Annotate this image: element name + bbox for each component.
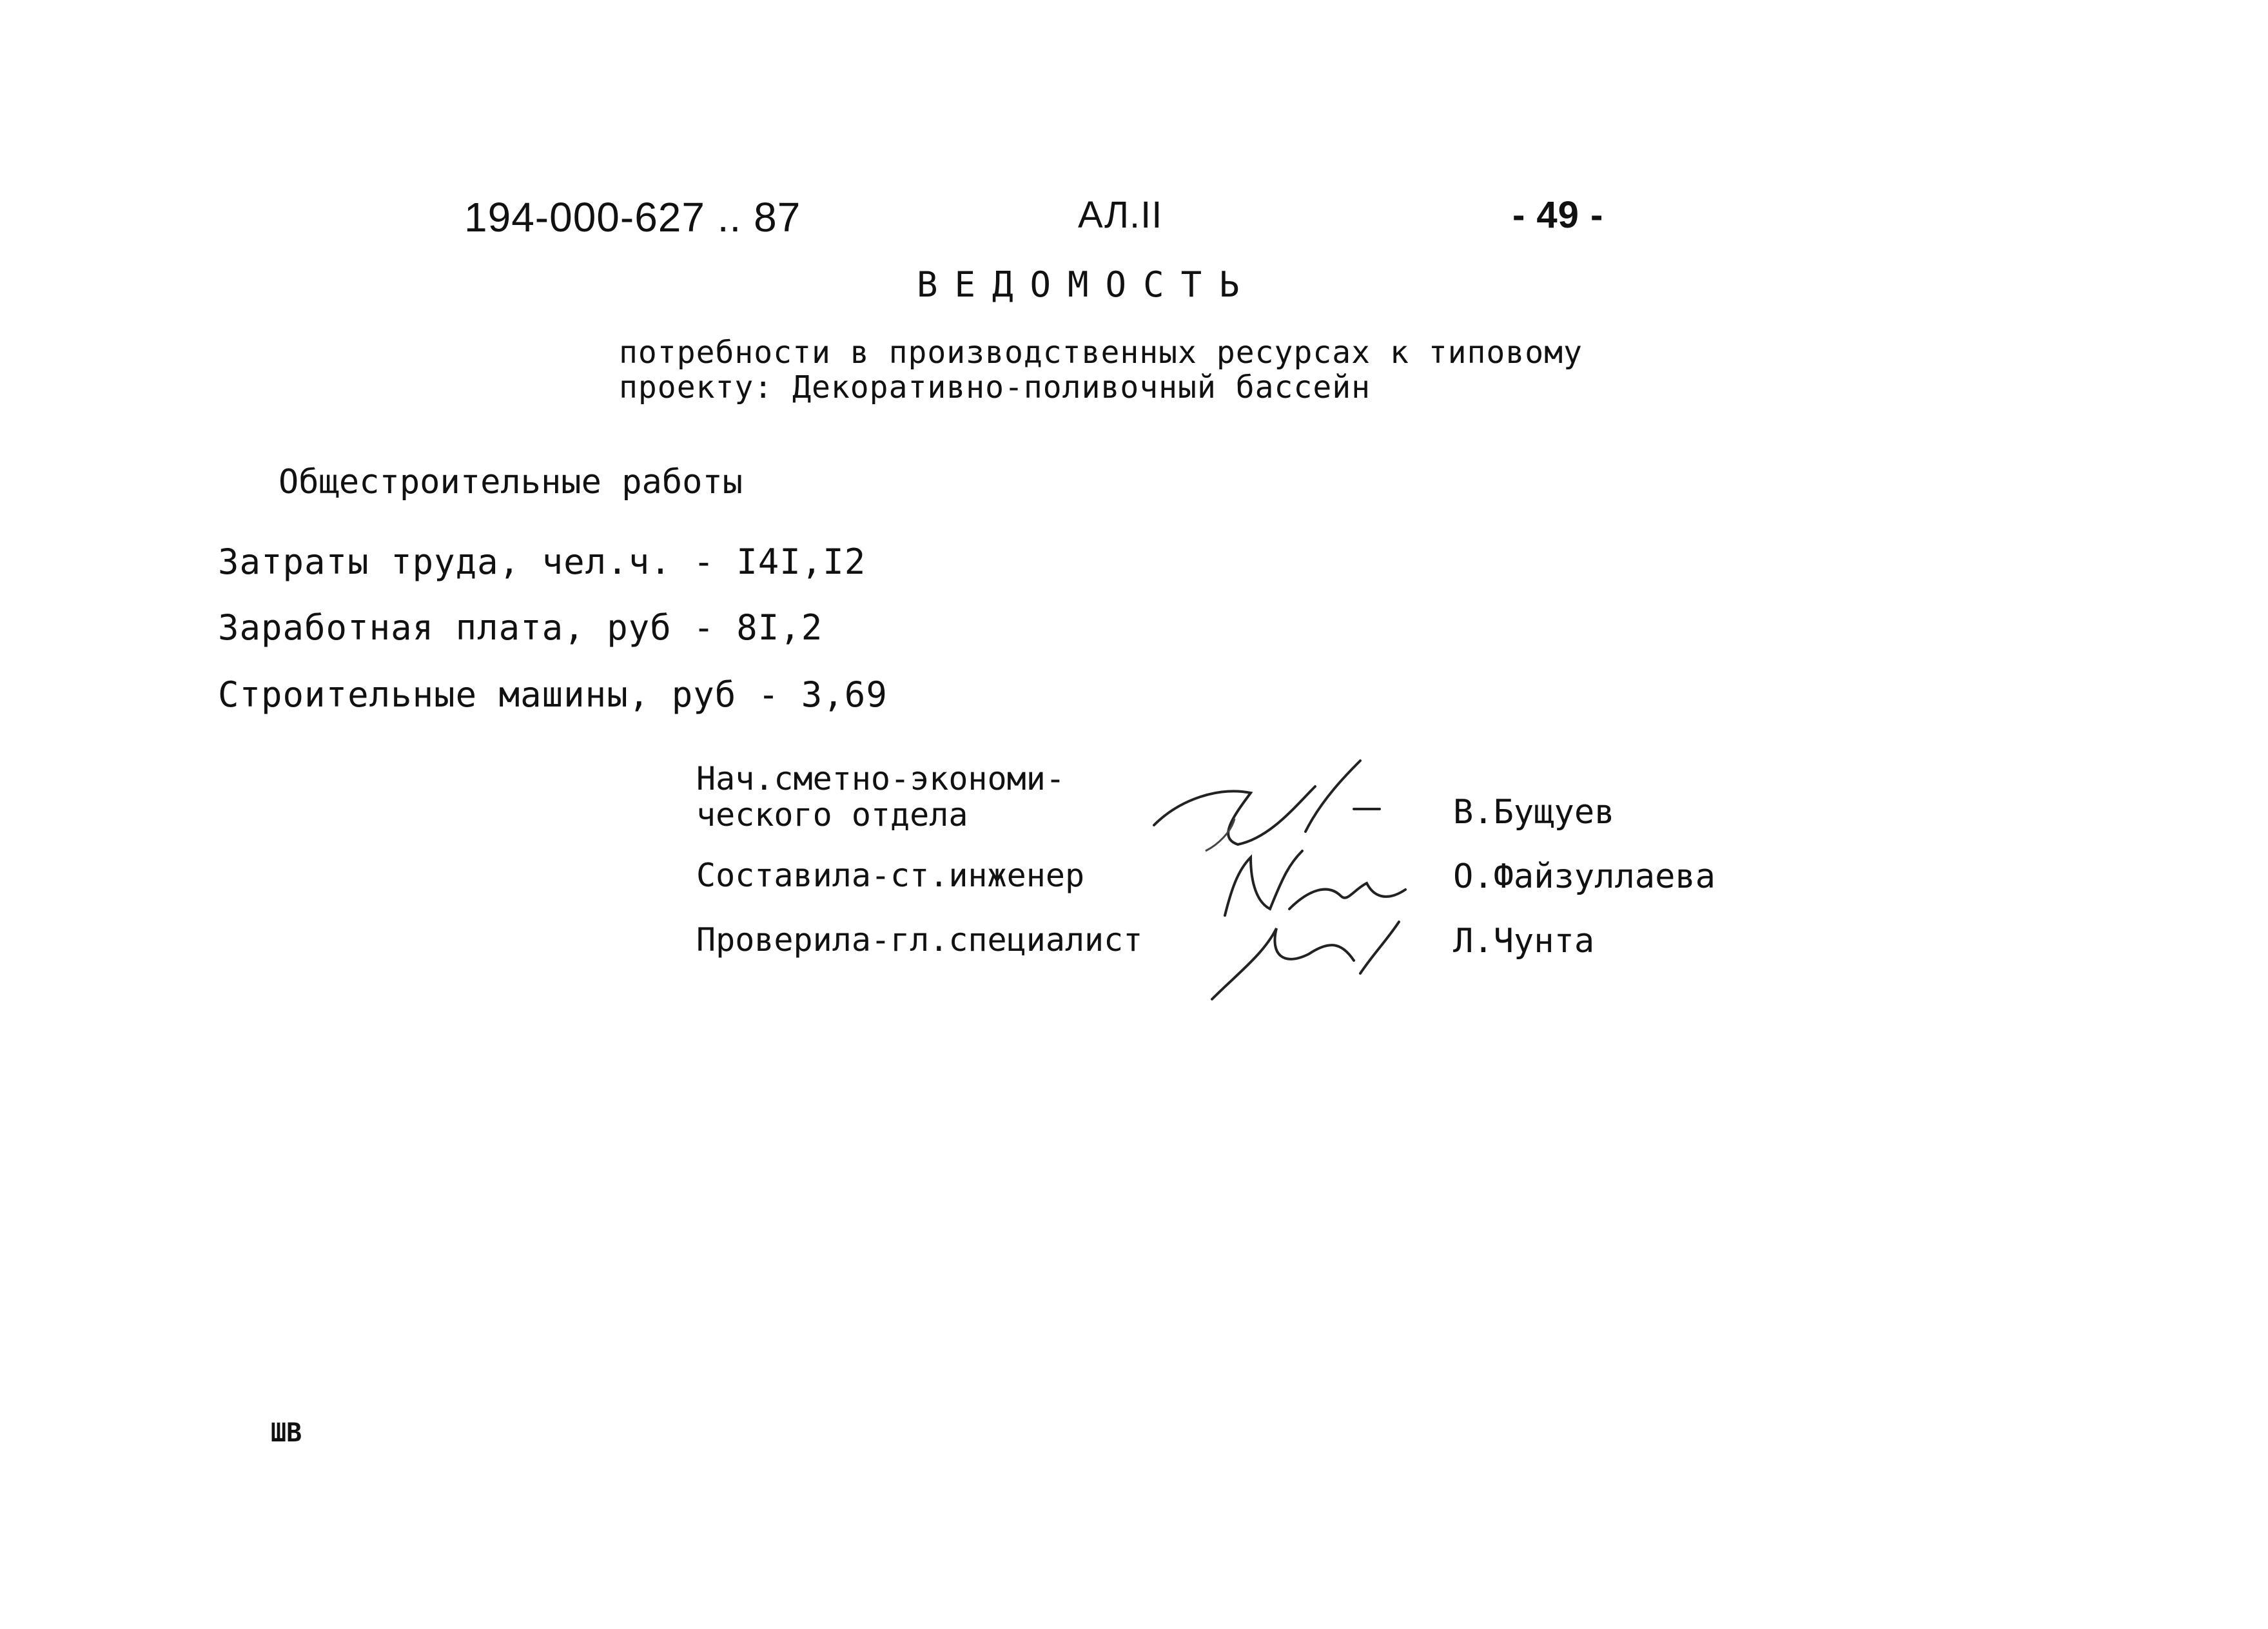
signer-role-2: Составила-ст.инженер [696, 857, 1085, 894]
signer-name-1: В.Бущуев [1453, 793, 1615, 832]
signer-role-1-line-1: Нач.сметно-экономи- [696, 760, 1065, 797]
signer-name-2: О.Файзуллаева [1453, 857, 1716, 896]
signer-role-1-line-2: ческого отдела [696, 796, 968, 834]
footer-mark: ШВ [271, 1418, 302, 1448]
signer-name-3: Л.Чунта [1453, 922, 1595, 961]
sheet-label: АЛ.II [1078, 194, 1163, 236]
metric-labor: Затраты труда, чел.ч. - І4І,І2 [218, 541, 866, 582]
signer-role-1 [696, 761, 1065, 833]
subtitle [619, 335, 1583, 405]
metric-machines: Строительные машины, руб - 3,69 [218, 674, 888, 715]
signer-role-3: Проверила-гл.специалист [696, 921, 1143, 959]
metric-wages: Заработная плата, руб - 8І,2 [218, 607, 823, 648]
section-heading: Общестроительные работы [279, 463, 743, 502]
document-title: ВЕДОМОСТЬ [917, 264, 1256, 305]
document-number: 194-000-627 .. 87 [464, 194, 801, 240]
page-number: - 49 - [1512, 194, 1604, 236]
subtitle-line-1: потребности в производственных ресурсах к типовому [619, 335, 1583, 371]
subtitle-line-2: проекту: Декоративно-поливочный бассейн [619, 369, 1371, 405]
handwritten-signature-3 [1199, 902, 1412, 1006]
